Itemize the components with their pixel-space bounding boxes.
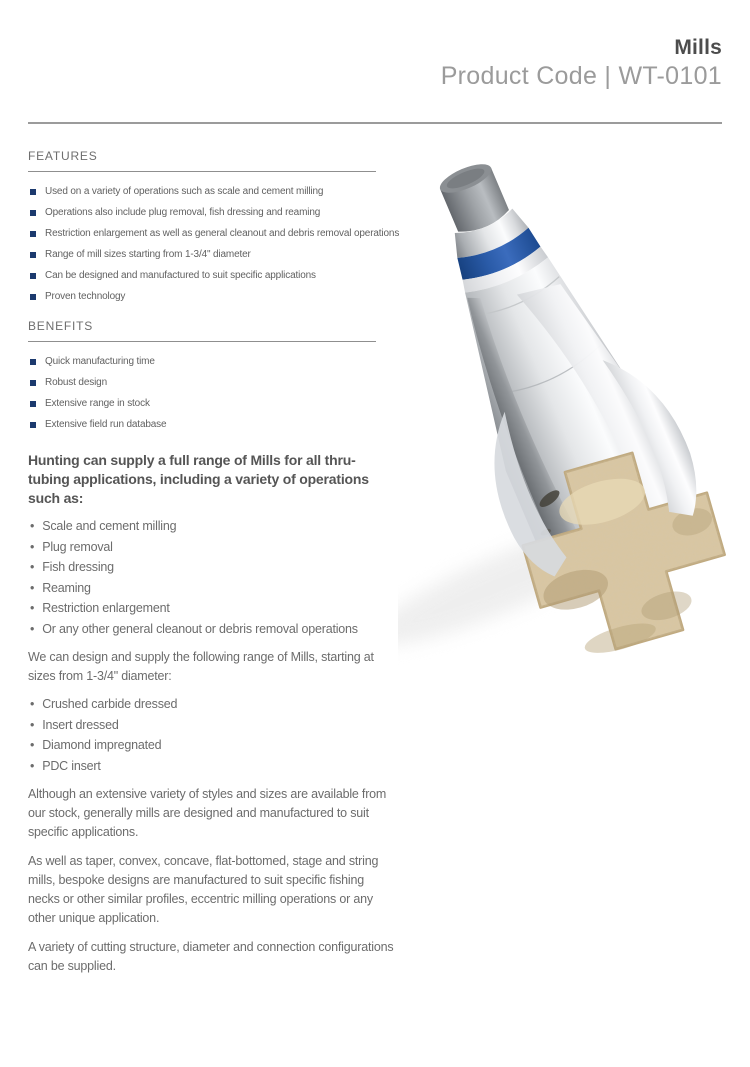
benefit-item <box>28 356 396 368</box>
feature-text: Restriction enlargement as well as general cleanout and debris removal operations <box>45 228 400 239</box>
operation-text: Reaming <box>42 580 91 595</box>
mill-photo-svg <box>398 146 748 668</box>
mill-range-text: Diamond impregnated <box>42 738 162 752</box>
square-bullet-icon <box>30 359 36 365</box>
operation-text: Plug removal <box>42 539 113 554</box>
feature-item <box>28 207 396 219</box>
benefit-text: Quick manufacturing time <box>45 356 155 367</box>
feature-text: Used on a variety of operations such as scale and cement milling <box>45 186 324 197</box>
benefits-divider <box>28 341 376 342</box>
square-bullet-icon <box>30 422 36 428</box>
page-title: Mills <box>674 36 722 59</box>
operation-text: Or any other general cleanout or debris removal operations <box>42 621 358 636</box>
features-section <box>28 149 400 303</box>
benefit-text: Extensive range in stock <box>45 398 150 409</box>
page-header <box>441 36 722 90</box>
square-bullet-icon <box>30 189 36 195</box>
operation-item <box>28 582 396 595</box>
feature-text: Proven technology <box>45 291 126 302</box>
square-bullet-icon <box>30 380 36 386</box>
features-divider <box>28 171 376 172</box>
square-bullet-icon <box>30 210 36 216</box>
operation-text: Scale and cement milling <box>42 519 177 533</box>
mill-product-photo <box>398 146 748 668</box>
benefits-section <box>28 320 396 431</box>
mill-range-text: Crushed carbide dressed <box>42 697 178 711</box>
body-paragraph-2: As well as taper, convex, concave, flat-bottomed, stage and string mills, bespoke designs are manufactured to suit specific fishing necks or other similar profiles, eccentric milling operations or any other unique application. <box>28 854 379 925</box>
mill-range-text: Insert dressed <box>42 717 119 732</box>
body-paragraph-1: Although an extensive variety of styles and sizes are available from our stock, generally mills are designed and manufactured to suit specific applications. <box>28 787 387 839</box>
feature-text: Can be designed and manufactured to suit specific applications <box>45 270 316 281</box>
square-bullet-icon <box>30 294 36 300</box>
feature-item <box>28 270 396 282</box>
round-bullet-icon: • <box>30 717 35 732</box>
feature-item <box>28 186 396 198</box>
operation-item <box>28 623 396 636</box>
benefit-text: Robust design <box>45 377 107 388</box>
mill-range-item <box>28 719 396 732</box>
square-bullet-icon <box>30 273 36 279</box>
operations-list <box>28 520 396 635</box>
benefit-item <box>28 377 396 389</box>
feature-item <box>28 228 400 240</box>
range-lead-paragraph: We can design and supply the following range of Mills, starting at sizes from 1-3/4" diameter: <box>28 650 374 683</box>
feature-item <box>28 249 396 261</box>
benefit-item <box>28 398 396 410</box>
round-bullet-icon: • <box>30 697 35 711</box>
round-bullet-icon: • <box>30 519 35 533</box>
mill-range-item <box>28 760 396 773</box>
benefits-heading: BENEFITS <box>28 319 94 333</box>
mill-range-text: PDC insert <box>42 758 101 773</box>
benefit-item <box>28 419 396 431</box>
benefits-list <box>28 356 396 431</box>
round-bullet-icon: • <box>30 539 35 554</box>
operation-item <box>28 520 396 533</box>
body-paragraph-3: A variety of cutting structure, diameter and connection configurations can be supplied. <box>28 940 394 973</box>
content-column <box>28 149 400 976</box>
round-bullet-icon: • <box>30 738 35 752</box>
intro-paragraph: Hunting can supply a full range of Mills for all thru-tubing applications, including a variety of operations such as: <box>28 452 369 506</box>
square-bullet-icon <box>30 231 36 237</box>
round-bullet-icon: • <box>30 560 35 574</box>
square-bullet-icon <box>30 401 36 407</box>
operation-item <box>28 602 396 615</box>
feature-text: Range of mill sizes starting from 1-3/4" diameter <box>45 249 251 260</box>
product-code: Product Code | WT-0101 <box>440 62 722 90</box>
round-bullet-icon: • <box>30 580 35 595</box>
feature-text: Operations also include plug removal, fish dressing and reaming <box>45 207 321 218</box>
feature-item <box>28 291 396 303</box>
operation-item <box>28 561 396 574</box>
features-heading: FEATURES <box>28 149 98 163</box>
features-list <box>28 186 400 303</box>
round-bullet-icon: • <box>30 601 35 615</box>
square-bullet-icon <box>30 252 36 258</box>
mill-range-item <box>28 739 396 752</box>
mill-range-list <box>28 698 396 772</box>
operation-item <box>28 541 396 554</box>
operation-text: Fish dressing <box>42 560 114 574</box>
operation-text: Restriction enlargement <box>42 601 170 615</box>
round-bullet-icon: • <box>30 758 35 773</box>
header-divider <box>28 122 722 124</box>
benefit-text: Extensive field run database <box>45 419 167 430</box>
round-bullet-icon: • <box>30 621 35 636</box>
mill-range-item <box>28 698 396 711</box>
